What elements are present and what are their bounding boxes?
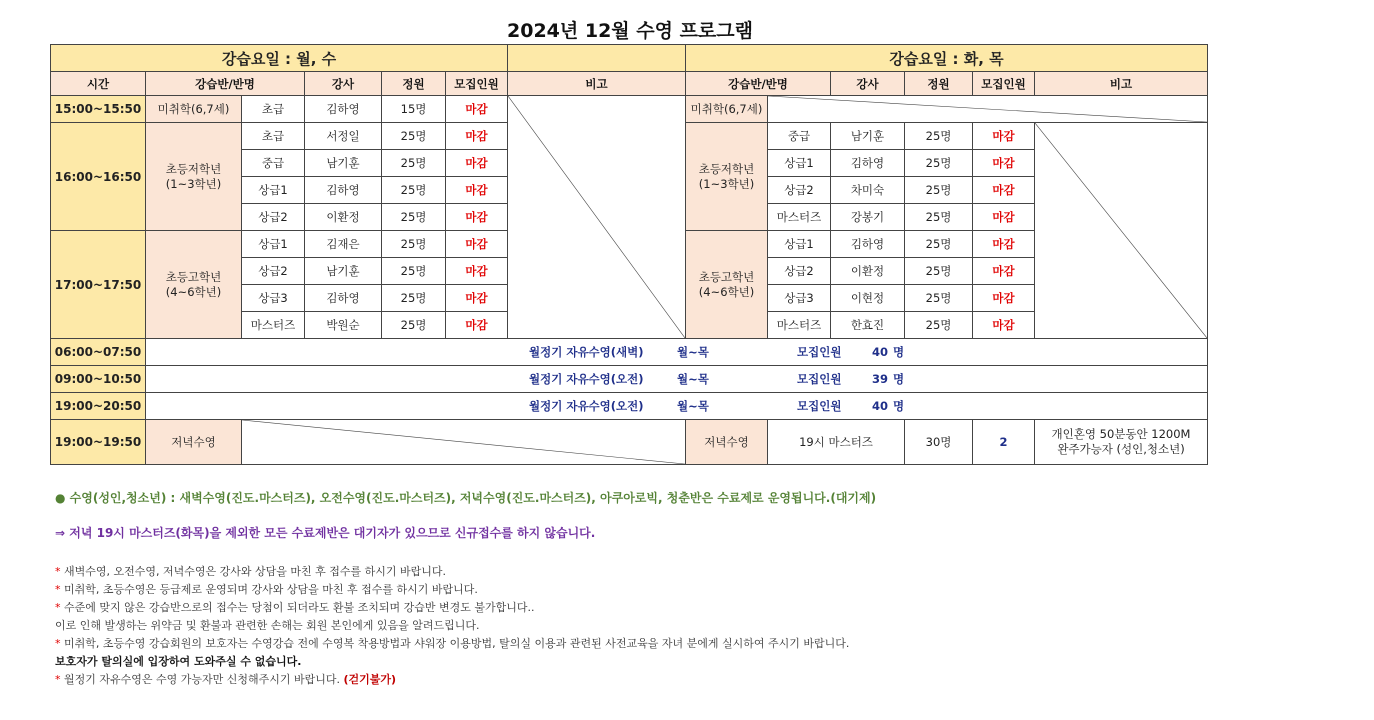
recruit-closed: 마감 bbox=[973, 312, 1035, 339]
class-instructor: 김하영 bbox=[305, 285, 382, 312]
free-swim-unit: 명 bbox=[893, 345, 905, 359]
recruit-closed: 마감 bbox=[973, 123, 1035, 150]
recruit-closed: 마감 bbox=[446, 285, 508, 312]
note-green: ● 수영(성인,청소년) : 새벽수영(진도.마스터즈), 오전수영(진도.마스터즈), 저녁수영(진도.마스터즈), 아쿠아로빅, 청춘반은 수료제로 운영됩니다.(대기제) bbox=[55, 491, 877, 505]
group-elem-high-left: 초등고학년 (4~6학년) bbox=[146, 231, 242, 339]
free-swim-name: 월정기 자유수영(오전) bbox=[529, 399, 644, 413]
free-swim-row bbox=[146, 366, 1208, 393]
class-instructor: 한효진 bbox=[831, 312, 905, 339]
class-level: 상급1 bbox=[242, 177, 305, 204]
class-level: 상급2 bbox=[768, 177, 831, 204]
recruit-closed: 마감 bbox=[446, 231, 508, 258]
time-slot-2: 16:00~16:50 bbox=[51, 123, 146, 231]
header-capacity-right: 정원 bbox=[905, 72, 973, 96]
days-left-header: 강습요일 : 월, 수 bbox=[51, 45, 508, 72]
header-instructor-left: 강사 bbox=[305, 72, 382, 96]
class-instructor: 김하영 bbox=[305, 96, 382, 123]
class-capacity: 25명 bbox=[382, 231, 446, 258]
free-swim-days: 월~목 bbox=[677, 372, 709, 386]
class-level: 상급1 bbox=[242, 231, 305, 258]
class-instructor: 남기훈 bbox=[831, 123, 905, 150]
free-swim-unit: 명 bbox=[893, 399, 905, 413]
class-level: 중급 bbox=[242, 150, 305, 177]
recruit-closed: 마감 bbox=[446, 177, 508, 204]
recruit-closed: 마감 bbox=[446, 312, 508, 339]
header-class-left: 강습반/반명 bbox=[146, 72, 305, 96]
class-capacity: 25명 bbox=[382, 204, 446, 231]
class-capacity: 25명 bbox=[382, 258, 446, 285]
header-class-right: 강습반/반명 bbox=[686, 72, 831, 96]
free-swim-count: 40 bbox=[871, 345, 888, 359]
recruit-closed: 마감 bbox=[973, 204, 1035, 231]
free-swim-label: 모집인원 bbox=[797, 399, 842, 413]
class-capacity: 25명 bbox=[905, 285, 973, 312]
recruit-closed: 마감 bbox=[973, 231, 1035, 258]
recruit-closed: 마감 bbox=[446, 123, 508, 150]
note-line-3: * 수준에 맞지 않은 강습반으로의 접수는 당첨이 되더라도 환불 조치되며 강습반 변경도 불가합니다.. bbox=[55, 601, 535, 614]
header-recruit-right: 모집인원 bbox=[973, 72, 1035, 96]
class-instructor: 김하영 bbox=[831, 150, 905, 177]
free-swim-label: 모집인원 bbox=[797, 345, 842, 359]
free-swim-time: 19:00~20:50 bbox=[51, 393, 146, 420]
class-level: 상급2 bbox=[768, 258, 831, 285]
class-level: 중급 bbox=[768, 123, 831, 150]
class-level: 마스터즈 bbox=[242, 312, 305, 339]
note-line-5: * 월정기 자유수영은 수영 가능자만 신청해주시기 바랍니다. (걷기불가) bbox=[55, 673, 397, 686]
class-level: 마스터즈 bbox=[768, 204, 831, 231]
class-capacity: 25명 bbox=[905, 204, 973, 231]
note-right-diagonal bbox=[1035, 123, 1208, 339]
recruit-closed: 마감 bbox=[973, 150, 1035, 177]
free-swim-name: 월정기 자유수영(오전) bbox=[529, 372, 644, 386]
page-title: 2024년 12월 수영 프로그램 bbox=[507, 20, 753, 42]
note-line-4: * 미취학, 초등수영 강습회원의 보호자는 수영강습 전에 수영복 착용방법과 샤워장 이용방법, 탈의실 이용과 관련된 사전교육을 자녀 분에게 실시하여 주시기 바랍니다. bbox=[55, 637, 850, 650]
class-capacity: 25명 bbox=[905, 177, 973, 204]
header-capacity-left: 정원 bbox=[382, 72, 446, 96]
evening-right-instructor: 19시 마스터즈 bbox=[768, 420, 905, 465]
free-swim-name: 월정기 자유수영(새벽) bbox=[529, 345, 644, 359]
free-swim-days: 월~목 bbox=[677, 345, 709, 359]
recruit-closed: 마감 bbox=[446, 204, 508, 231]
header-recruit-left: 모집인원 bbox=[446, 72, 508, 96]
group-elem-high-right: 초등고학년 (4~6학년) bbox=[686, 231, 768, 339]
class-instructor: 김하영 bbox=[831, 231, 905, 258]
evening-right-capacity: 30명 bbox=[905, 420, 973, 465]
note-line-4b: 보호자가 탈의실에 입장하여 도와주실 수 없습니다. bbox=[55, 655, 302, 668]
class-capacity: 25명 bbox=[382, 177, 446, 204]
evening-right-note: 개인혼영 50분동안 1200M 완주가능자 (성인,청소년) bbox=[1035, 420, 1208, 465]
recruit-closed: 마감 bbox=[446, 96, 508, 123]
class-instructor: 김재은 bbox=[305, 231, 382, 258]
free-swim-time: 09:00~10:50 bbox=[51, 366, 146, 393]
class-instructor: 김하영 bbox=[305, 177, 382, 204]
class-level: 초급 bbox=[242, 96, 305, 123]
group-elem-low-right: 초등저학년 (1~3학년) bbox=[686, 123, 768, 231]
recruit-closed: 마감 bbox=[973, 177, 1035, 204]
recruit-closed: 마감 bbox=[446, 150, 508, 177]
class-capacity: 25명 bbox=[905, 231, 973, 258]
class-capacity: 25명 bbox=[382, 285, 446, 312]
evening-right-name: 저녁수영 bbox=[686, 420, 768, 465]
class-instructor: 남기훈 bbox=[305, 150, 382, 177]
class-level: 상급3 bbox=[242, 285, 305, 312]
class-capacity: 25명 bbox=[382, 150, 446, 177]
class-instructor: 차미숙 bbox=[831, 177, 905, 204]
class-instructor: 이환정 bbox=[831, 258, 905, 285]
class-instructor: 이환정 bbox=[305, 204, 382, 231]
free-swim-count: 39 bbox=[871, 372, 888, 386]
evening-right-recruit: 2 bbox=[973, 420, 1035, 465]
header-note-right: 비고 bbox=[1035, 72, 1208, 96]
class-level: 초급 bbox=[242, 123, 305, 150]
class-instructor: 박원순 bbox=[305, 312, 382, 339]
free-swim-label: 모집인원 bbox=[797, 372, 842, 386]
note-left-diagonal bbox=[508, 96, 686, 339]
free-swim-count: 40 bbox=[871, 399, 888, 413]
note-purple: ⇒ 저녁 19시 마스터즈(화목)을 제외한 모든 수료제반은 대기자가 있으므로 신규접수를 하지 않습니다. bbox=[55, 526, 596, 540]
free-swim-days: 월~목 bbox=[677, 399, 709, 413]
class-capacity: 25명 bbox=[905, 123, 973, 150]
days-right-header: 강습요일 : 화, 목 bbox=[686, 45, 1208, 72]
recruit-closed: 마감 bbox=[973, 258, 1035, 285]
class-instructor: 이현정 bbox=[831, 285, 905, 312]
class-level: 상급2 bbox=[242, 204, 305, 231]
note-line-3b: 이로 인해 발생하는 위약금 및 환불과 관련한 손해는 회원 본인에게 있음을 알려드립니다. bbox=[55, 619, 480, 632]
class-level: 상급3 bbox=[768, 285, 831, 312]
class-capacity: 25명 bbox=[382, 312, 446, 339]
note-line-1: * 새벽수영, 오전수영, 저녁수영은 강사와 상담을 마친 후 접수를 하시기 바랍니다. bbox=[55, 565, 446, 578]
class-level: 상급1 bbox=[768, 150, 831, 177]
class-instructor: 서정일 bbox=[305, 123, 382, 150]
free-swim-row bbox=[146, 339, 1208, 366]
note-line-2: * 미취학, 초등수영은 등급제로 운영되며 강사와 상담을 마친 후 접수를 하시기 바랍니다. bbox=[55, 583, 478, 596]
group-preschool-left: 미취학(6,7세) bbox=[146, 96, 242, 123]
recruit-closed: 마감 bbox=[973, 285, 1035, 312]
class-level: 상급1 bbox=[768, 231, 831, 258]
evening-left-diagonal bbox=[242, 420, 686, 465]
schedule-table bbox=[50, 44, 1208, 465]
free-swim-row bbox=[146, 393, 1208, 420]
recruit-closed: 마감 bbox=[446, 258, 508, 285]
class-capacity: 15명 bbox=[382, 96, 446, 123]
class-capacity: 25명 bbox=[905, 312, 973, 339]
free-swim-time: 06:00~07:50 bbox=[51, 339, 146, 366]
free-swim-unit: 명 bbox=[893, 372, 905, 386]
group-elem-low-left: 초등저학년 (1~3학년) bbox=[146, 123, 242, 231]
days-spacer bbox=[508, 45, 686, 72]
group-preschool-right: 미취학(6,7세) bbox=[686, 96, 768, 123]
class-instructor: 남기훈 bbox=[305, 258, 382, 285]
class-level: 상급2 bbox=[242, 258, 305, 285]
header-instructor-right: 강사 bbox=[831, 72, 905, 96]
time-slot-3: 17:00~17:50 bbox=[51, 231, 146, 339]
preschool-right-diagonal bbox=[768, 96, 1208, 123]
time-slot-1: 15:00~15:50 bbox=[51, 96, 146, 123]
class-capacity: 25명 bbox=[905, 258, 973, 285]
evening-time: 19:00~19:50 bbox=[51, 420, 146, 465]
evening-left-name: 저녁수영 bbox=[146, 420, 242, 465]
header-time: 시간 bbox=[51, 72, 146, 96]
header-note-left: 비고 bbox=[508, 72, 686, 96]
class-instructor: 강봉기 bbox=[831, 204, 905, 231]
class-capacity: 25명 bbox=[382, 123, 446, 150]
class-capacity: 25명 bbox=[905, 150, 973, 177]
class-level: 마스터즈 bbox=[768, 312, 831, 339]
